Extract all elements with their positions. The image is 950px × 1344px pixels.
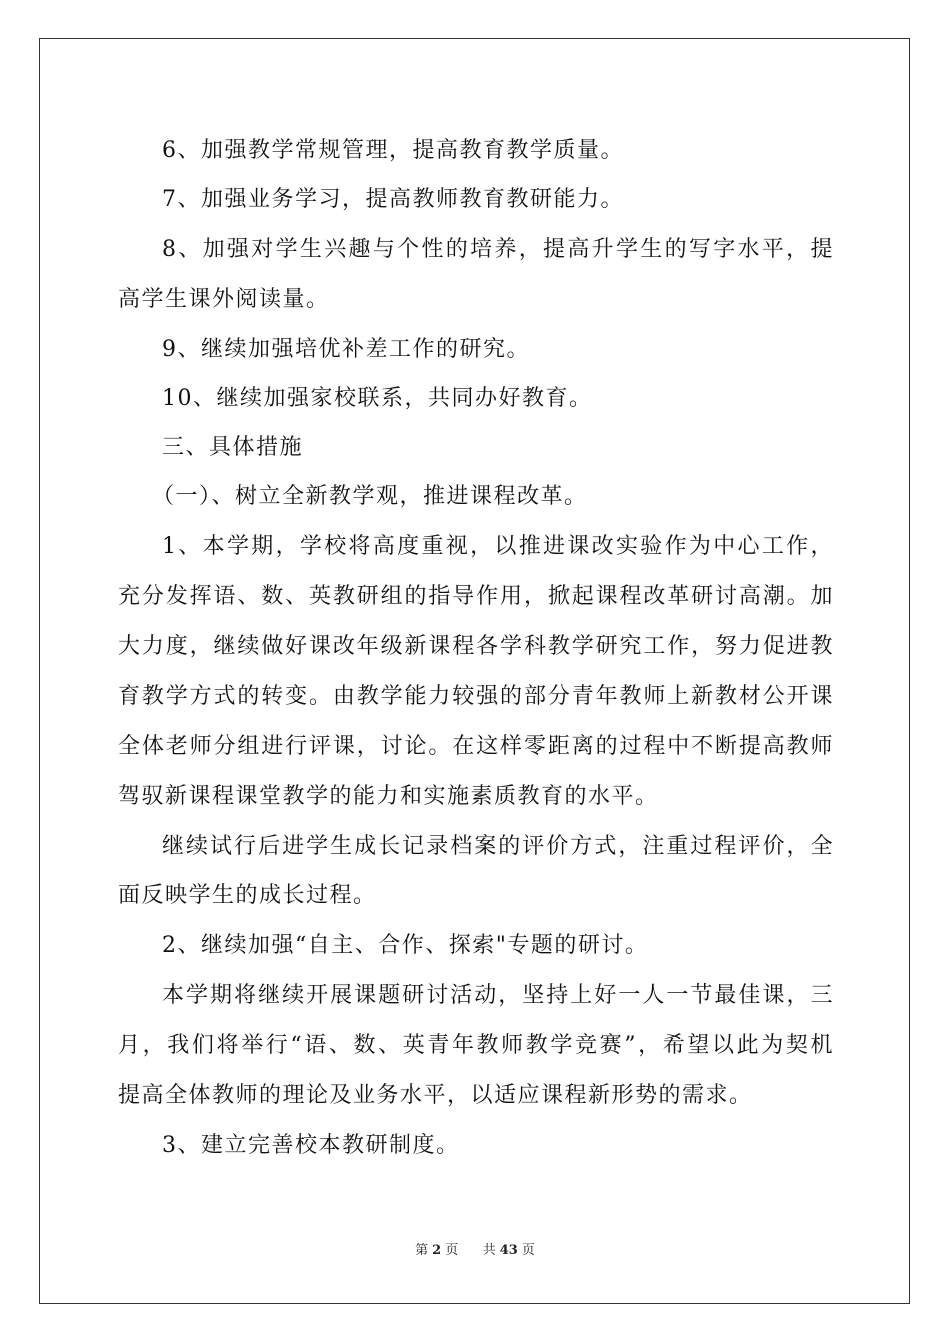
page-number: 2 xyxy=(432,1243,442,1258)
page-suffix: 页 xyxy=(445,1243,459,1258)
total-prefix: 共 xyxy=(482,1243,496,1258)
text-line: 9、继续加强培优补差工作的研究。 xyxy=(162,337,530,362)
total-pages xyxy=(481,1243,537,1258)
text-line: 大力度，继续做好课改年级新课程各学科教学研究工作，努力促进教 xyxy=(118,634,834,659)
page-border xyxy=(39,38,910,1304)
text-line: 1、本学期，学校将高度重视，以推进课改实验作为中心工作， xyxy=(162,534,834,559)
text-line: 7、加强业务学习，提高教师教育教研能力。 xyxy=(162,187,624,212)
text-line: 面反映学生的成长过程。 xyxy=(118,883,377,908)
text-line: 驾驭新课程课堂教学的能力和实施素质教育的水平。 xyxy=(118,784,659,809)
page-indicator xyxy=(413,1243,460,1258)
text-line: 月，我们将举行“语、数、英青年教师教学竞赛”，希望以此为契机 xyxy=(118,1033,834,1058)
text-line: 本学期将继续开展课题研讨活动，坚持上好一人一节最佳课，三 xyxy=(162,983,834,1008)
text-line: 6、加强教学常规管理，提高教育教学质量。 xyxy=(162,138,624,163)
total-number: 43 xyxy=(499,1243,518,1258)
section-heading: 三、具体措施 xyxy=(162,435,304,460)
text-line: 充分发挥语、数、英教研组的指导作用，掀起课程改革研讨高潮。加 xyxy=(118,584,834,609)
text-line: 继续试行后进学生成长记录档案的评价方式，注重过程评价，全 xyxy=(162,834,834,859)
subsection-heading: （一）、树立全新教学观，推进课程改革。 xyxy=(152,484,588,509)
text-line: 提高全体教师的理论及业务水平，以适应课程新形势的需求。 xyxy=(118,1083,753,1108)
text-line: 育教学方式的转变。由教学能力较强的部分青年教师上新教材公开课 xyxy=(118,684,834,709)
text-line: 3、建立完善校本教研制度。 xyxy=(162,1133,460,1158)
text-line: 全体老师分组进行评课，讨论。在这样零距离的过程中不断提高教师 xyxy=(118,734,834,759)
text-line: 高学生课外阅读量。 xyxy=(118,287,330,312)
text-line: 10、继续加强家校联系，共同办好教育。 xyxy=(162,386,593,411)
total-suffix: 页 xyxy=(521,1243,535,1258)
text-line: 8、加强对学生兴趣与个性的培养，提高升学生的写字水平，提 xyxy=(162,237,834,262)
page-footer xyxy=(0,1243,950,1259)
page-prefix: 第 xyxy=(415,1243,429,1258)
text-line: 2、继续加强“自主、合作、探索"专题的研讨。 xyxy=(162,933,649,958)
